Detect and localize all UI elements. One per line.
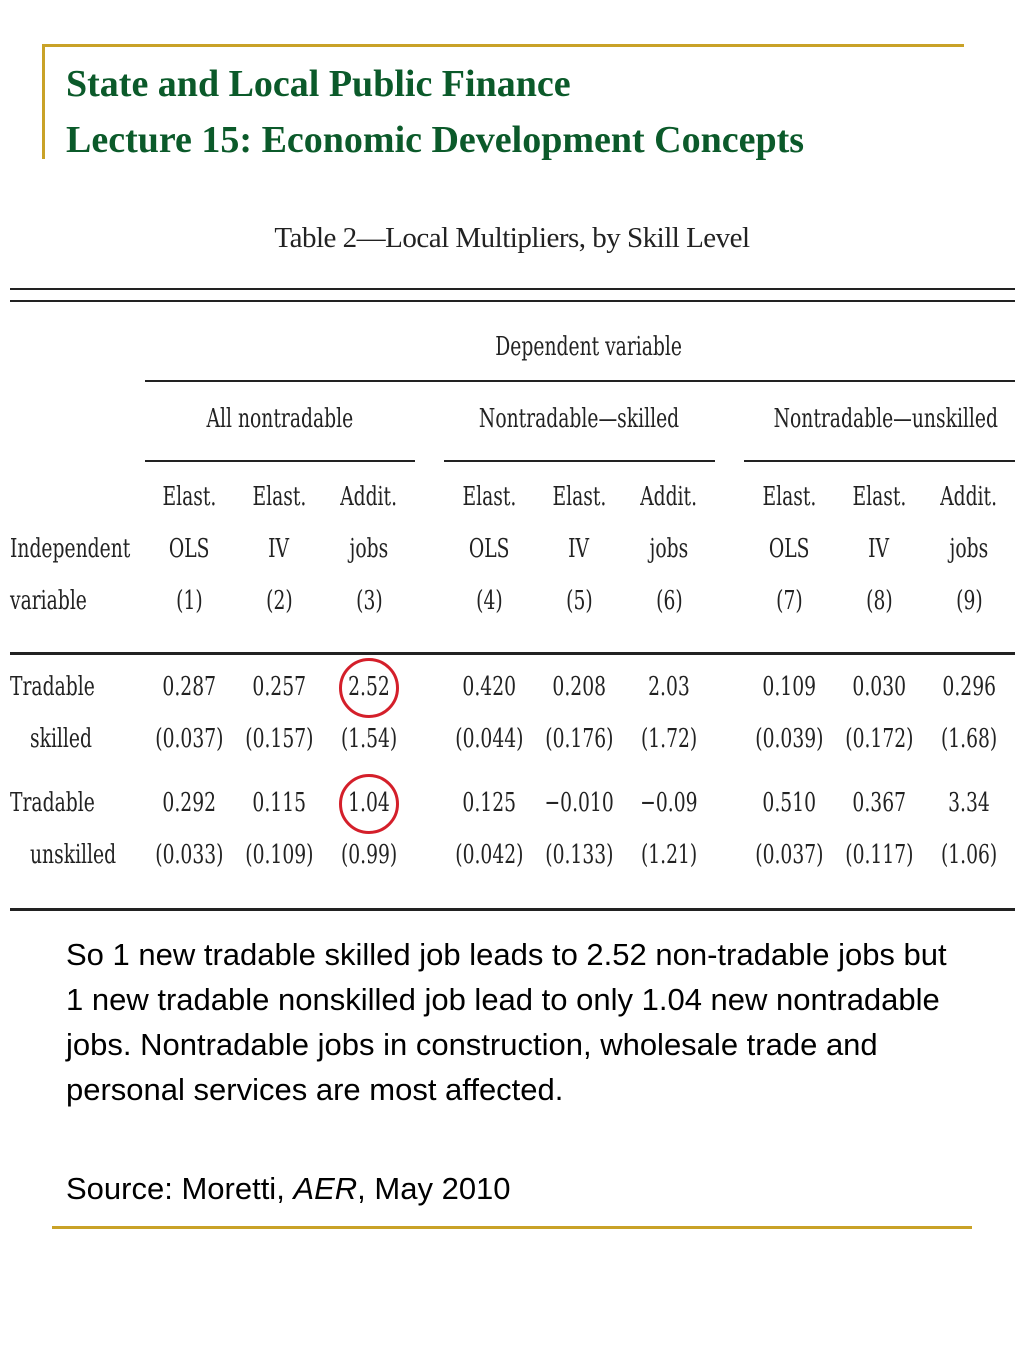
column-header-4-line-2: OLS (468, 534, 510, 564)
row-2-se-col-1: (0.033) (154, 840, 224, 870)
row-1-value-col-2: 0.257 (252, 672, 306, 702)
row-2-value-col-9: 3.34 (948, 788, 990, 818)
column-header-7-line-2: OLS (768, 534, 810, 564)
row-2-value-col-1: 0.292 (162, 788, 216, 818)
row-1-se-col-7: (0.039) (754, 724, 824, 754)
table-bottom-rule (10, 908, 1015, 911)
table-top-rule-1 (10, 288, 1015, 290)
row-1-label-line-1: Tradable (10, 672, 95, 702)
row-1-se-col-4: (0.044) (454, 724, 524, 754)
left-accent-rule (42, 44, 45, 159)
column-header-6-line-2: jobs (649, 534, 689, 564)
column-header-9-line-1: Addit. (940, 482, 998, 512)
column-header-1-line-2: OLS (168, 534, 210, 564)
column-header-1-number: (1) (175, 586, 203, 616)
row-1-se-col-5: (0.176) (544, 724, 614, 754)
column-header-9-number: (9) (955, 586, 983, 616)
column-header-5-number: (5) (565, 586, 593, 616)
row-2-se-col-8: (0.117) (844, 840, 914, 870)
row-1-se-col-8: (0.172) (844, 724, 914, 754)
table-top-rule-2 (10, 300, 1015, 302)
top-accent-rule (42, 44, 964, 47)
row-2-value-col-5: −0.010 (544, 788, 614, 818)
column-header-7-line-1: Elast. (762, 482, 816, 512)
source-citation (66, 1166, 511, 1211)
slide-title (66, 56, 804, 168)
column-header-5-line-1: Elast. (552, 482, 606, 512)
group-header-2: Nontradable—skilled (478, 404, 680, 434)
row-2-se-col-6: (1.21) (640, 840, 698, 870)
column-header-1-line-1: Elast. (162, 482, 216, 512)
column-header-4-number: (4) (475, 586, 503, 616)
source-suffix: , May 2010 (357, 1171, 511, 1206)
column-header-9-line-2: jobs (949, 534, 989, 564)
column-header-4-line-1: Elast. (462, 482, 516, 512)
row-1-value-col-1: 0.287 (162, 672, 216, 702)
row-1-value-col-9: 0.296 (942, 672, 996, 702)
row-1-value-col-8: 0.030 (852, 672, 906, 702)
source-journal: AER (293, 1171, 358, 1206)
row-1-value-col-3: 2.52 (348, 672, 390, 702)
group-span-rule-3 (744, 460, 1015, 462)
independent-header-line-1: Independent (10, 534, 131, 564)
row-2-value-col-2: 0.115 (252, 788, 306, 818)
column-header-5-line-2: IV (568, 534, 590, 564)
row-1-label-line-2: skilled (30, 724, 92, 754)
independent-header-line-2: variable (10, 586, 87, 616)
row-1-se-col-6: (1.72) (640, 724, 698, 754)
row-2-se-col-9: (1.06) (940, 840, 998, 870)
dependent-span-rule (145, 380, 1015, 382)
dependent-variable-header: Dependent variable (495, 332, 682, 362)
row-2-value-col-6: −0.09 (640, 788, 698, 818)
row-2-label-line-1: Tradable (10, 788, 95, 818)
row-1-value-col-5: 0.208 (552, 672, 606, 702)
column-header-3-number: (3) (355, 586, 383, 616)
column-header-8-line-1: Elast. (852, 482, 906, 512)
table-header-bottom-rule (10, 652, 1015, 655)
title-line-2: Lecture 15: Economic Development Concepts (66, 119, 805, 161)
row-1-se-col-1: (0.037) (154, 724, 224, 754)
source-prefix: Source: Moretti, (66, 1171, 294, 1206)
row-2-se-col-5: (0.133) (544, 840, 614, 870)
highlight-circle-1 (339, 658, 399, 718)
column-header-2-line-1: Elast. (252, 482, 306, 512)
column-header-6-number: (6) (655, 586, 683, 616)
column-header-3-line-1: Addit. (340, 482, 398, 512)
row-1-value-col-4: 0.420 (462, 672, 516, 702)
column-header-2-line-2: IV (268, 534, 290, 564)
table-caption: Table 2—Local Multipliers, by Skill Level (274, 222, 750, 254)
row-2-value-col-7: 0.510 (762, 788, 816, 818)
highlight-circle-2 (339, 774, 399, 834)
row-2-value-col-8: 0.367 (852, 788, 906, 818)
group-span-rule-2 (444, 460, 715, 462)
column-header-8-number: (8) (865, 586, 893, 616)
row-1-value-col-7: 0.109 (762, 672, 816, 702)
row-1-se-col-9: (1.68) (940, 724, 998, 754)
row-1-se-col-2: (0.157) (244, 724, 314, 754)
title-line-1: State and Local Public Finance (66, 63, 571, 105)
row-2-value-col-3: 1.04 (348, 788, 390, 818)
explanation-paragraph: So 1 new tradable skilled job leads to 2.52 non-tradable jobs but 1 new tradable nonskilled job lead to only 1.04 new nontradable jobs. Nontradable jobs in construction, wholesale trade and personal services are most affected. (66, 937, 947, 1107)
row-1-value-col-6: 2.03 (648, 672, 690, 702)
column-header-3-line-2: jobs (349, 534, 389, 564)
row-1-se-col-3: (1.54) (340, 724, 398, 754)
column-header-8-line-2: IV (868, 534, 890, 564)
row-2-se-col-4: (0.042) (454, 840, 524, 870)
row-2-se-col-3: (0.99) (340, 840, 398, 870)
column-header-2-number: (2) (265, 586, 293, 616)
column-header-7-number: (7) (775, 586, 803, 616)
row-2-se-col-2: (0.109) (244, 840, 314, 870)
column-header-6-line-1: Addit. (640, 482, 698, 512)
group-span-rule-1 (145, 460, 415, 462)
row-2-value-col-4: 0.125 (462, 788, 516, 818)
bottom-accent-rule (52, 1226, 972, 1229)
group-header-3: Nontradable—unskilled (773, 404, 998, 434)
row-2-se-col-7: (0.037) (754, 840, 824, 870)
group-header-1: All nontradable (206, 404, 354, 434)
row-2-label-line-2: unskilled (30, 840, 117, 870)
